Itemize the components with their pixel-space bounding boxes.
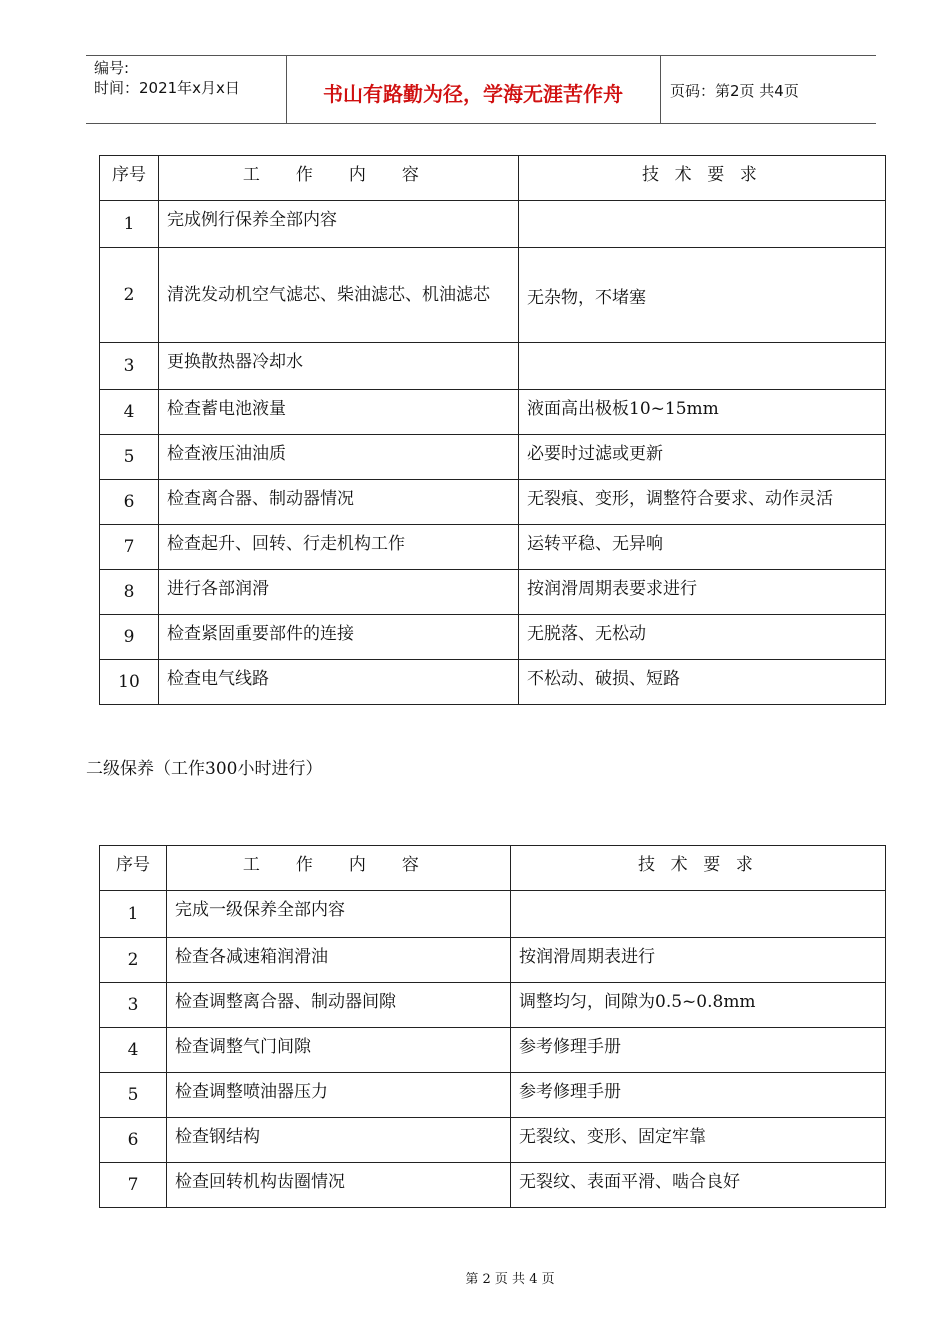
row-work: 检查钢结构 bbox=[167, 1118, 511, 1163]
row-work: 检查各减速箱润滑油 bbox=[167, 938, 511, 983]
row-req bbox=[519, 343, 886, 390]
table-row bbox=[100, 938, 886, 983]
row-no: 4 bbox=[100, 390, 159, 435]
doc-code-label: 编号: bbox=[94, 59, 130, 77]
row-req: 无裂痕、变形，调整符合要求、动作灵活 bbox=[519, 480, 886, 525]
header-work-label: 工 作 内 容 bbox=[242, 165, 435, 185]
header-page-info: 页码：第2页 共4页 bbox=[670, 82, 799, 100]
table-row bbox=[100, 983, 886, 1028]
table-row bbox=[100, 660, 886, 705]
table-header-row bbox=[100, 846, 886, 891]
row-req: 按润滑周期表进行 bbox=[511, 938, 886, 983]
row-work: 进行各部润滑 bbox=[159, 570, 519, 615]
row-req: 按润滑周期表要求进行 bbox=[519, 570, 886, 615]
header-work bbox=[159, 156, 519, 201]
table-row bbox=[100, 248, 886, 343]
header-req-label: 技 术 要 求 bbox=[638, 855, 758, 875]
row-no: 7 bbox=[100, 1163, 167, 1208]
row-no: 3 bbox=[100, 983, 167, 1028]
header-no: 序号 bbox=[100, 156, 159, 201]
row-work: 检查蓄电池液量 bbox=[159, 390, 519, 435]
header-no: 序号 bbox=[100, 846, 167, 891]
row-no: 1 bbox=[100, 891, 167, 938]
row-no: 3 bbox=[100, 343, 159, 390]
table-row bbox=[100, 570, 886, 615]
header-req bbox=[519, 156, 886, 201]
level2-maintenance-table bbox=[99, 845, 886, 1208]
row-work: 检查电气线路 bbox=[159, 660, 519, 705]
row-work: 检查起升、回转、行走机构工作 bbox=[159, 525, 519, 570]
row-no: 8 bbox=[100, 570, 159, 615]
header-req-label: 技 术 要 求 bbox=[642, 165, 762, 185]
table-row bbox=[100, 1073, 886, 1118]
table-row bbox=[100, 343, 886, 390]
row-no: 6 bbox=[100, 1118, 167, 1163]
row-work: 检查紧固重要部件的连接 bbox=[159, 615, 519, 660]
header-motto: 书山有路勤为径，学海无涯苦作舟 bbox=[323, 82, 623, 106]
page-header bbox=[86, 55, 876, 124]
row-req: 无裂纹、变形、固定牢靠 bbox=[511, 1118, 886, 1163]
table-row bbox=[100, 1163, 886, 1208]
row-req bbox=[511, 891, 886, 938]
row-work: 完成一级保养全部内容 bbox=[167, 891, 511, 938]
row-req: 运转平稳、无异响 bbox=[519, 525, 886, 570]
header-work-label: 工 作 内 容 bbox=[242, 855, 435, 875]
table-row bbox=[100, 1118, 886, 1163]
row-req: 无脱落、无松动 bbox=[519, 615, 886, 660]
row-req bbox=[519, 201, 886, 248]
level1-maintenance-table bbox=[99, 155, 886, 705]
row-no: 10 bbox=[100, 660, 159, 705]
row-req: 调整均匀，间隙为0.5~0.8mm bbox=[511, 983, 886, 1028]
row-work: 清洗发动机空气滤芯、柴油滤芯、机油滤芯 bbox=[159, 248, 519, 343]
row-work: 检查离合器、制动器情况 bbox=[159, 480, 519, 525]
row-work: 完成例行保养全部内容 bbox=[159, 201, 519, 248]
section-title-level2: 二级保养（工作300小时进行） bbox=[86, 759, 323, 779]
table-row bbox=[100, 891, 886, 938]
row-req: 不松动、破损、短路 bbox=[519, 660, 886, 705]
table-row bbox=[100, 480, 886, 525]
row-no: 1 bbox=[100, 201, 159, 248]
row-req: 参考修理手册 bbox=[511, 1028, 886, 1073]
row-no: 5 bbox=[100, 435, 159, 480]
row-no: 6 bbox=[100, 480, 159, 525]
table-header-row bbox=[100, 156, 886, 201]
row-no: 4 bbox=[100, 1028, 167, 1073]
table-row bbox=[100, 1028, 886, 1073]
row-req: 必要时过滤或更新 bbox=[519, 435, 886, 480]
table-row bbox=[100, 435, 886, 480]
table-row bbox=[100, 525, 886, 570]
row-no: 9 bbox=[100, 615, 159, 660]
table-row bbox=[100, 201, 886, 248]
row-req: 无杂物，不堵塞 bbox=[519, 248, 886, 343]
header-work bbox=[167, 846, 511, 891]
row-no: 5 bbox=[100, 1073, 167, 1118]
doc-date: 时间：2021年x月x日 bbox=[94, 79, 240, 97]
header-divider bbox=[660, 56, 661, 123]
row-work: 检查液压油油质 bbox=[159, 435, 519, 480]
row-work: 检查回转机构齿圈情况 bbox=[167, 1163, 511, 1208]
row-req: 无裂纹、表面平滑、啮合良好 bbox=[511, 1163, 886, 1208]
row-req: 参考修理手册 bbox=[511, 1073, 886, 1118]
row-no: 2 bbox=[100, 938, 167, 983]
row-no: 2 bbox=[100, 248, 159, 343]
row-work: 检查调整离合器、制动器间隙 bbox=[167, 983, 511, 1028]
row-req: 液面高出极板10~15mm bbox=[519, 390, 886, 435]
row-no: 7 bbox=[100, 525, 159, 570]
header-req bbox=[511, 846, 886, 891]
row-work: 更换散热器冷却水 bbox=[159, 343, 519, 390]
table-row bbox=[100, 390, 886, 435]
row-work: 检查调整气门间隙 bbox=[167, 1028, 511, 1073]
table-row bbox=[100, 615, 886, 660]
header-meta bbox=[94, 58, 240, 98]
row-work: 检查调整喷油器压力 bbox=[167, 1073, 511, 1118]
page-footer: 第 2 页 共 4 页 bbox=[465, 1272, 555, 1287]
